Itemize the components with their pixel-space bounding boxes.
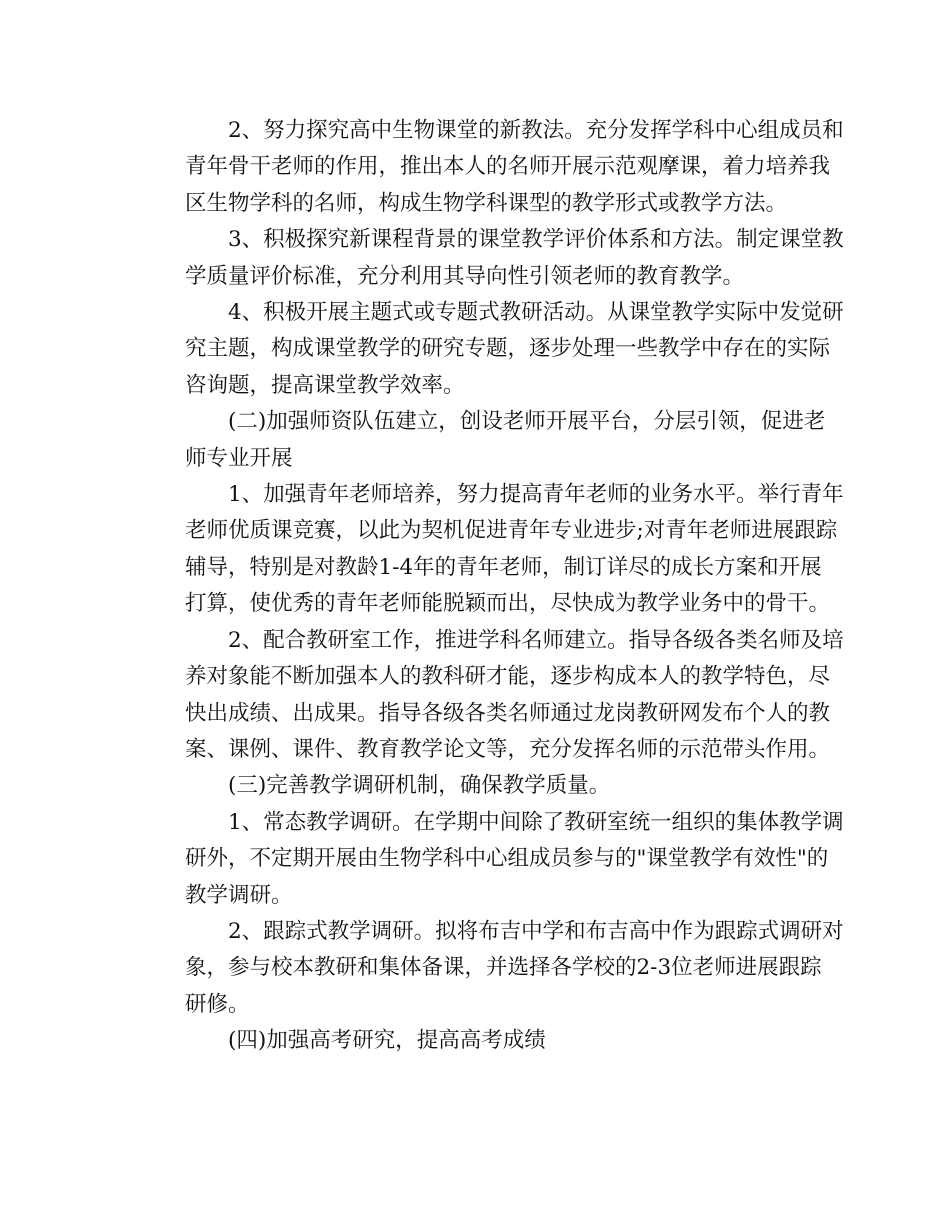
- text-line: 师专业开展: [185, 445, 293, 471]
- text-line: 老师优质课竞赛，以此为契机促进青年专业进步;对青年老师进展跟踪: [185, 518, 838, 544]
- text-line: 研修。: [185, 991, 250, 1017]
- text-line: 3、积极探究新课程背景的课堂教学评价体系和方法。制定课堂教: [228, 227, 844, 253]
- section-heading-2: [142, 404, 826, 477]
- text-line: 研外，不定期开展由生物学科中心组成员参与的"课堂教学有效性"的: [185, 846, 829, 872]
- text-line: 4、积极开展主题式或专题式教研活动。从课堂教学实际中发觉研: [228, 300, 844, 326]
- text-line: 教学调研。: [185, 882, 293, 908]
- text-line: 学质量评价标准，充分利用其导向性引领老师的教育教学。: [185, 263, 745, 289]
- text-line: 2、努力探究高中生物课堂的新教法。充分发挥学科中心组成员和: [228, 118, 844, 143]
- text-line: 1、常态教学调研。在学期中间除了教研室统一组织的集体教学调: [228, 809, 844, 835]
- text-line: 2、配合教研室工作，推进学科名师建立。指导各级各类名师及培: [228, 627, 844, 653]
- paragraph-2: [142, 222, 844, 295]
- paragraph-6: [142, 623, 844, 769]
- text-line: 象，参与校本教研和集体备课，并选择各学校的2-3位老师进展跟踪: [185, 955, 822, 981]
- text-line: 快出成绩、出成果。指导各级各类名师通过龙岗教研网发布个人的教: [185, 700, 831, 726]
- text-line: 区生物学科的名师，构成生物学科课型的教学形式或教学方法。: [185, 190, 788, 216]
- text-line: 青年骨干老师的作用，推出本人的名师开展示范观摩课，着力培养我: [185, 154, 831, 180]
- paragraph-1: [142, 113, 844, 222]
- text-line: 2、跟踪式教学调研。拟将布吉中学和布吉高中作为跟踪式调研对: [228, 918, 844, 944]
- text-line: 养对象能不断加强本人的教科研才能，逐步构成本人的教学特色，尽: [185, 664, 831, 690]
- text-line: 咨询题，提高课堂教学效率。: [185, 372, 465, 398]
- text-line: 1、加强青年老师培养，努力提高青年老师的业务水平。举行青年: [228, 482, 844, 508]
- paragraph-5: [142, 477, 844, 623]
- text-line: 辅导，特别是对教龄1-4年的青年老师，制订详尽的成长方案和开展: [185, 554, 822, 580]
- paragraph-9: [142, 914, 844, 1023]
- text-line: (二)加强师资队伍建立，创设老师开展平台，分层引领，促进老: [228, 409, 826, 435]
- section-heading-3: [142, 768, 812, 804]
- paragraph-3: [142, 295, 844, 404]
- text-line: 究主题，构成课堂教学的研究专题，逐步处理一些教学中存在的实际: [185, 336, 831, 362]
- section-heading-4: [142, 1023, 812, 1059]
- text-line: 案、课例、课件、教育教学论文等，充分发挥名师的示范带头作用。: [185, 736, 831, 762]
- text-line: (三)完善教学调研机制，确保教学质量。: [228, 773, 611, 799]
- paragraph-8: [142, 805, 844, 914]
- text-line: 打算，使优秀的青年老师能脱颖而出，尽快成为教学业务中的骨干。: [185, 591, 831, 617]
- text-line: (四)加强高考研究，提高高考成绩: [228, 1028, 546, 1054]
- document-body: [142, 113, 844, 1060]
